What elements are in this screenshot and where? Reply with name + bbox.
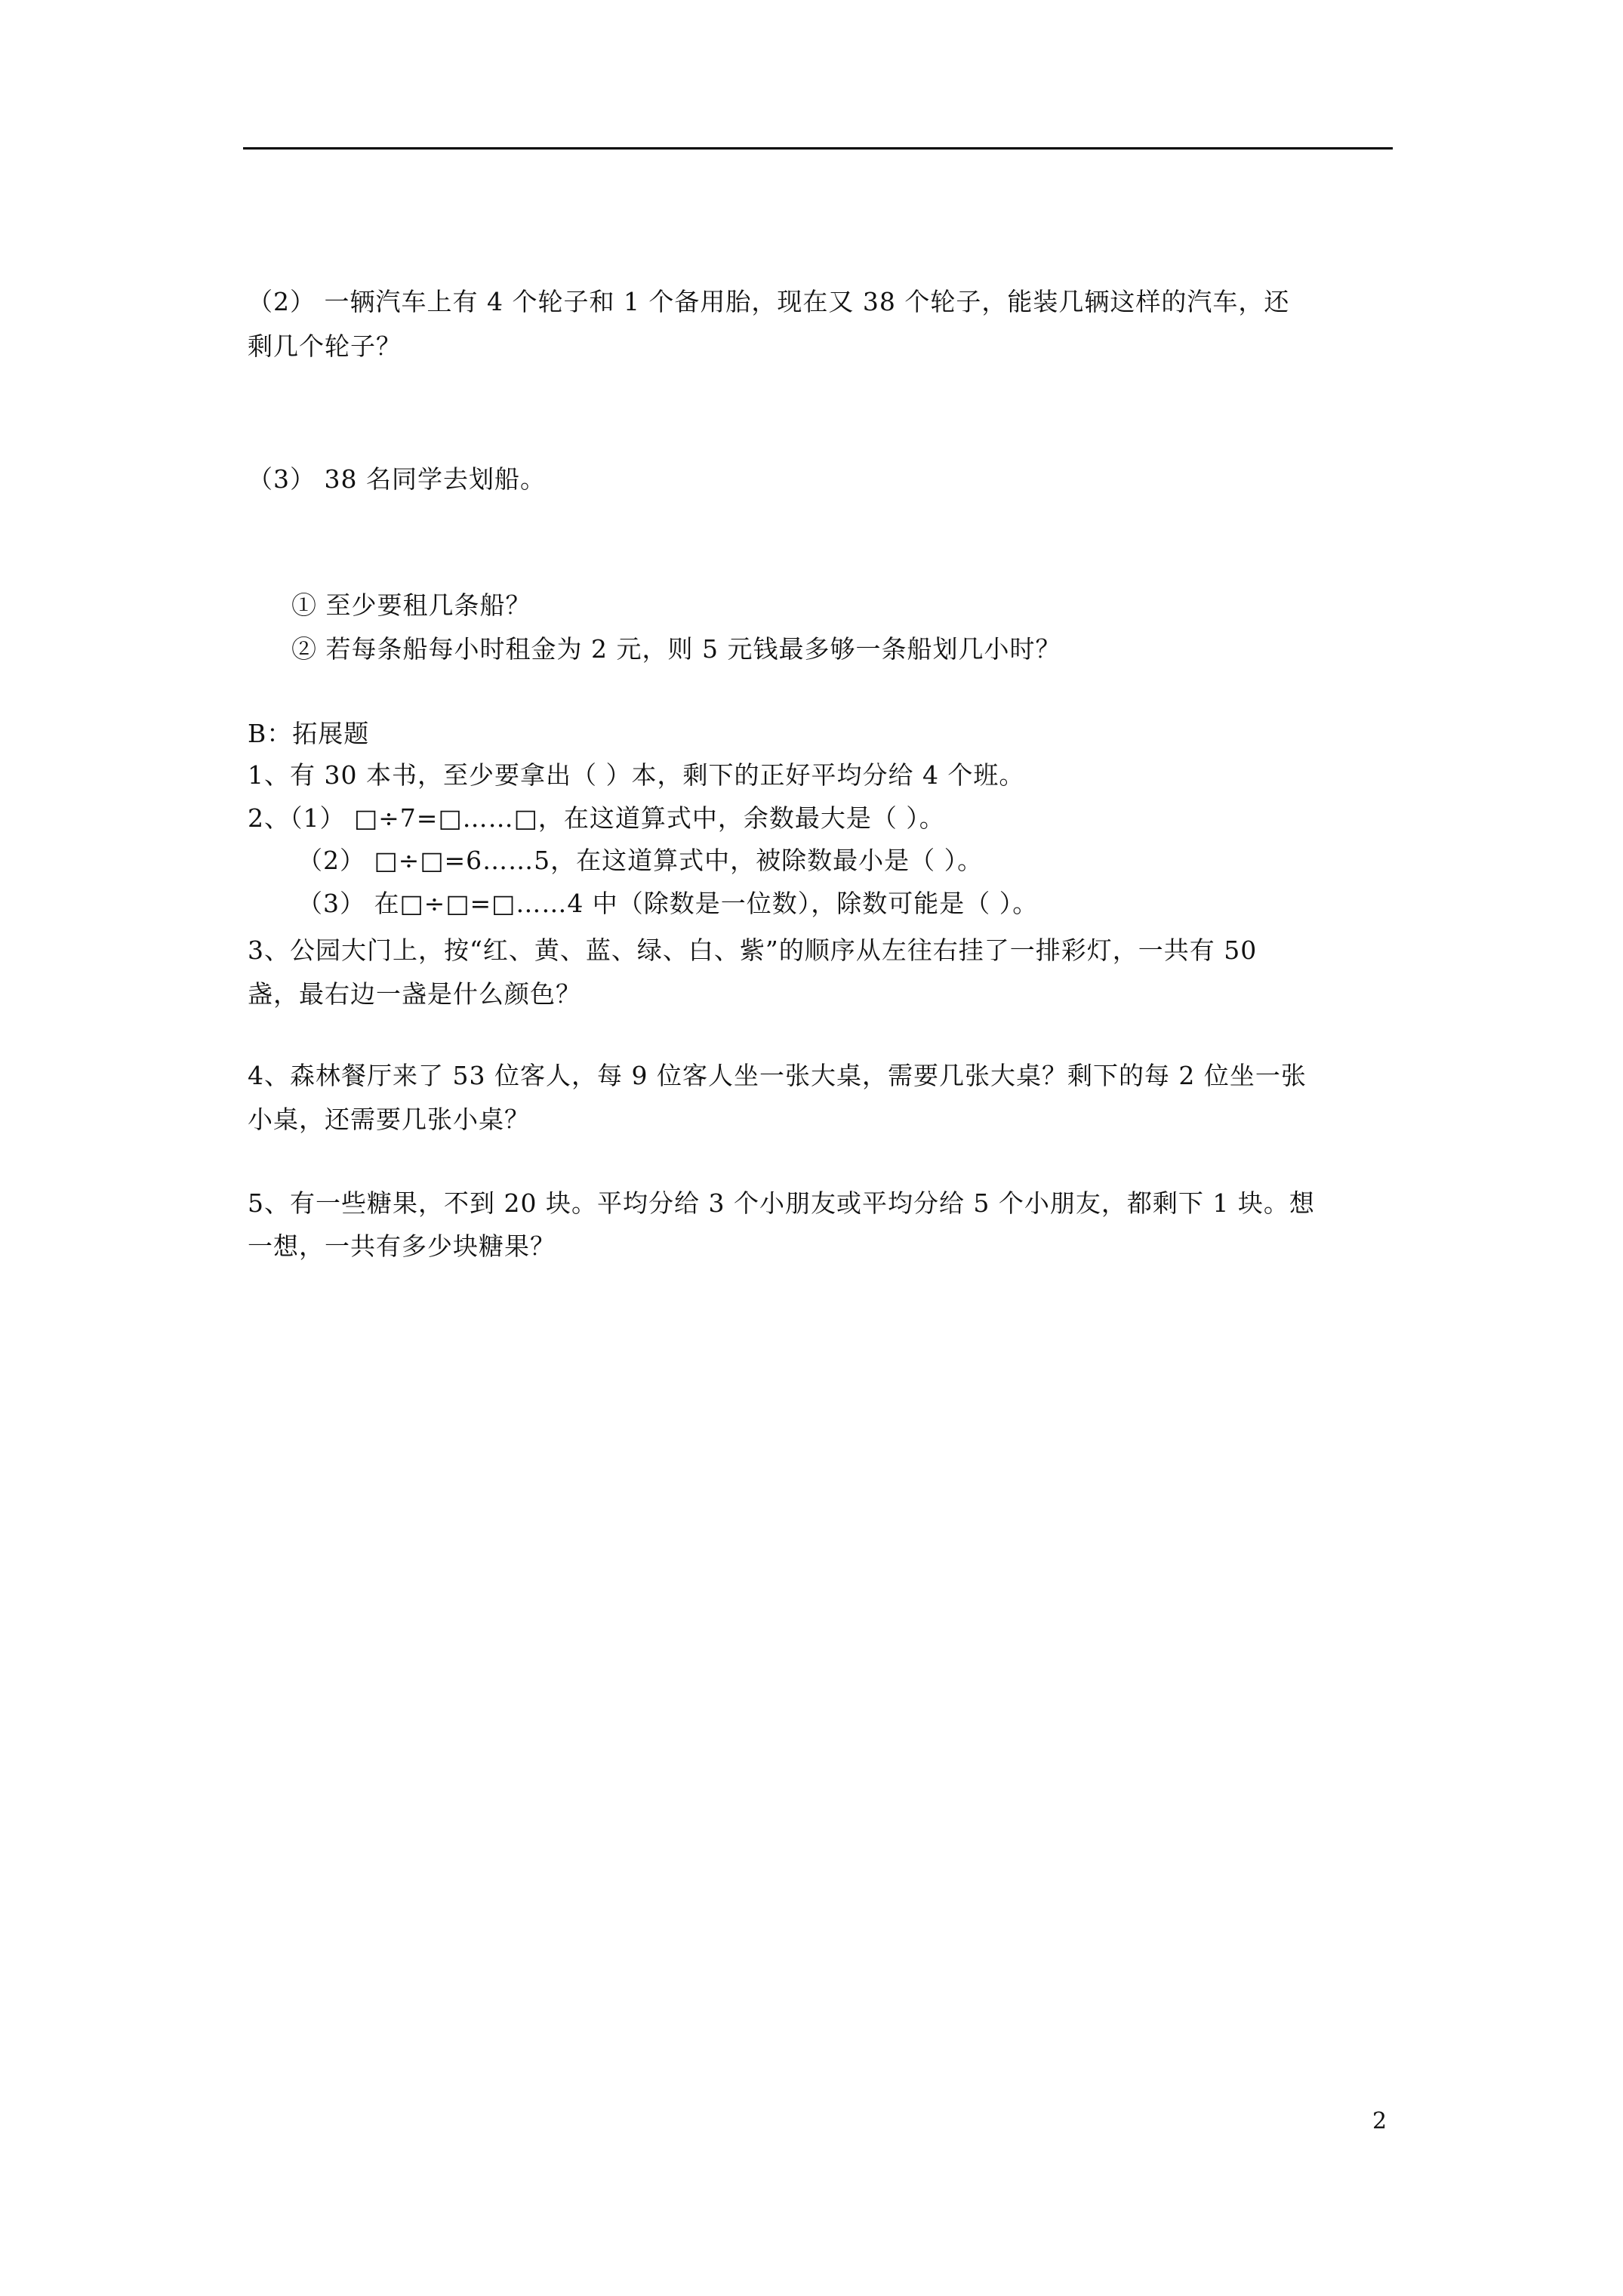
section-b-heading: B：拓展题 (248, 719, 370, 748)
problem-2-line-1: （2） 一辆汽车上有 4 个轮子和 1 个备用胎，现在又 38 个轮子，能装几辆这样的汽车，还 (248, 287, 1290, 316)
extension-question-2-part-3: （3） 在□÷□=□……4 中（除数是一位数），除数可能是（ ）。 (297, 889, 1039, 918)
header-rule (243, 147, 1393, 149)
extension-question-4-line-2: 小桌，还需要几张小桌？ (248, 1105, 530, 1134)
problem-3-heading: （3） 38 名同学去划船。 (248, 464, 546, 494)
extension-question-1: 1、有 30 本书，至少要拿出（ ）本，剩下的正好平均分给 4 个班。 (248, 760, 1025, 790)
problem-2-line-2: 剩几个轮子？ (248, 331, 402, 361)
page-number: 2 (1372, 2108, 1387, 2134)
extension-question-2-part-1: 2、（1） □÷7=□……□，在这道算式中，余数最大是（ ）。 (248, 803, 945, 833)
extension-question-5-line-2: 一想，一共有多少块糖果？ (248, 1231, 556, 1261)
problem-3-subquestion-1: ① 至少要租几条船？ (291, 590, 531, 620)
problem-3-subquestion-2: ② 若每条船每小时租金为 2 元，则 5 元钱最多够一条船划几小时？ (291, 634, 1061, 664)
extension-question-3-line-2: 盏，最右边一盏是什么颜色？ (248, 979, 581, 1009)
extension-question-3-line-1: 3、公园大门上，按“红、黄、蓝、绿、白、紫”的顺序从左往右挂了一排彩灯，一共有 50 (248, 935, 1258, 965)
extension-question-2-part-2: （2） □÷□=6……5，在这道算式中，被除数最小是（ ）。 (297, 846, 984, 875)
extension-question-4-line-1: 4、森林餐厅来了 53 位客人，每 9 位客人坐一张大桌，需要几张大桌？剩下的每 2 位坐一张 (248, 1061, 1307, 1090)
extension-question-5-line-1: 5、有一些糖果，不到 20 块。平均分给 3 个小朋友或平均分给 5 个小朋友，都剩下 1 块。想 (248, 1188, 1315, 1218)
